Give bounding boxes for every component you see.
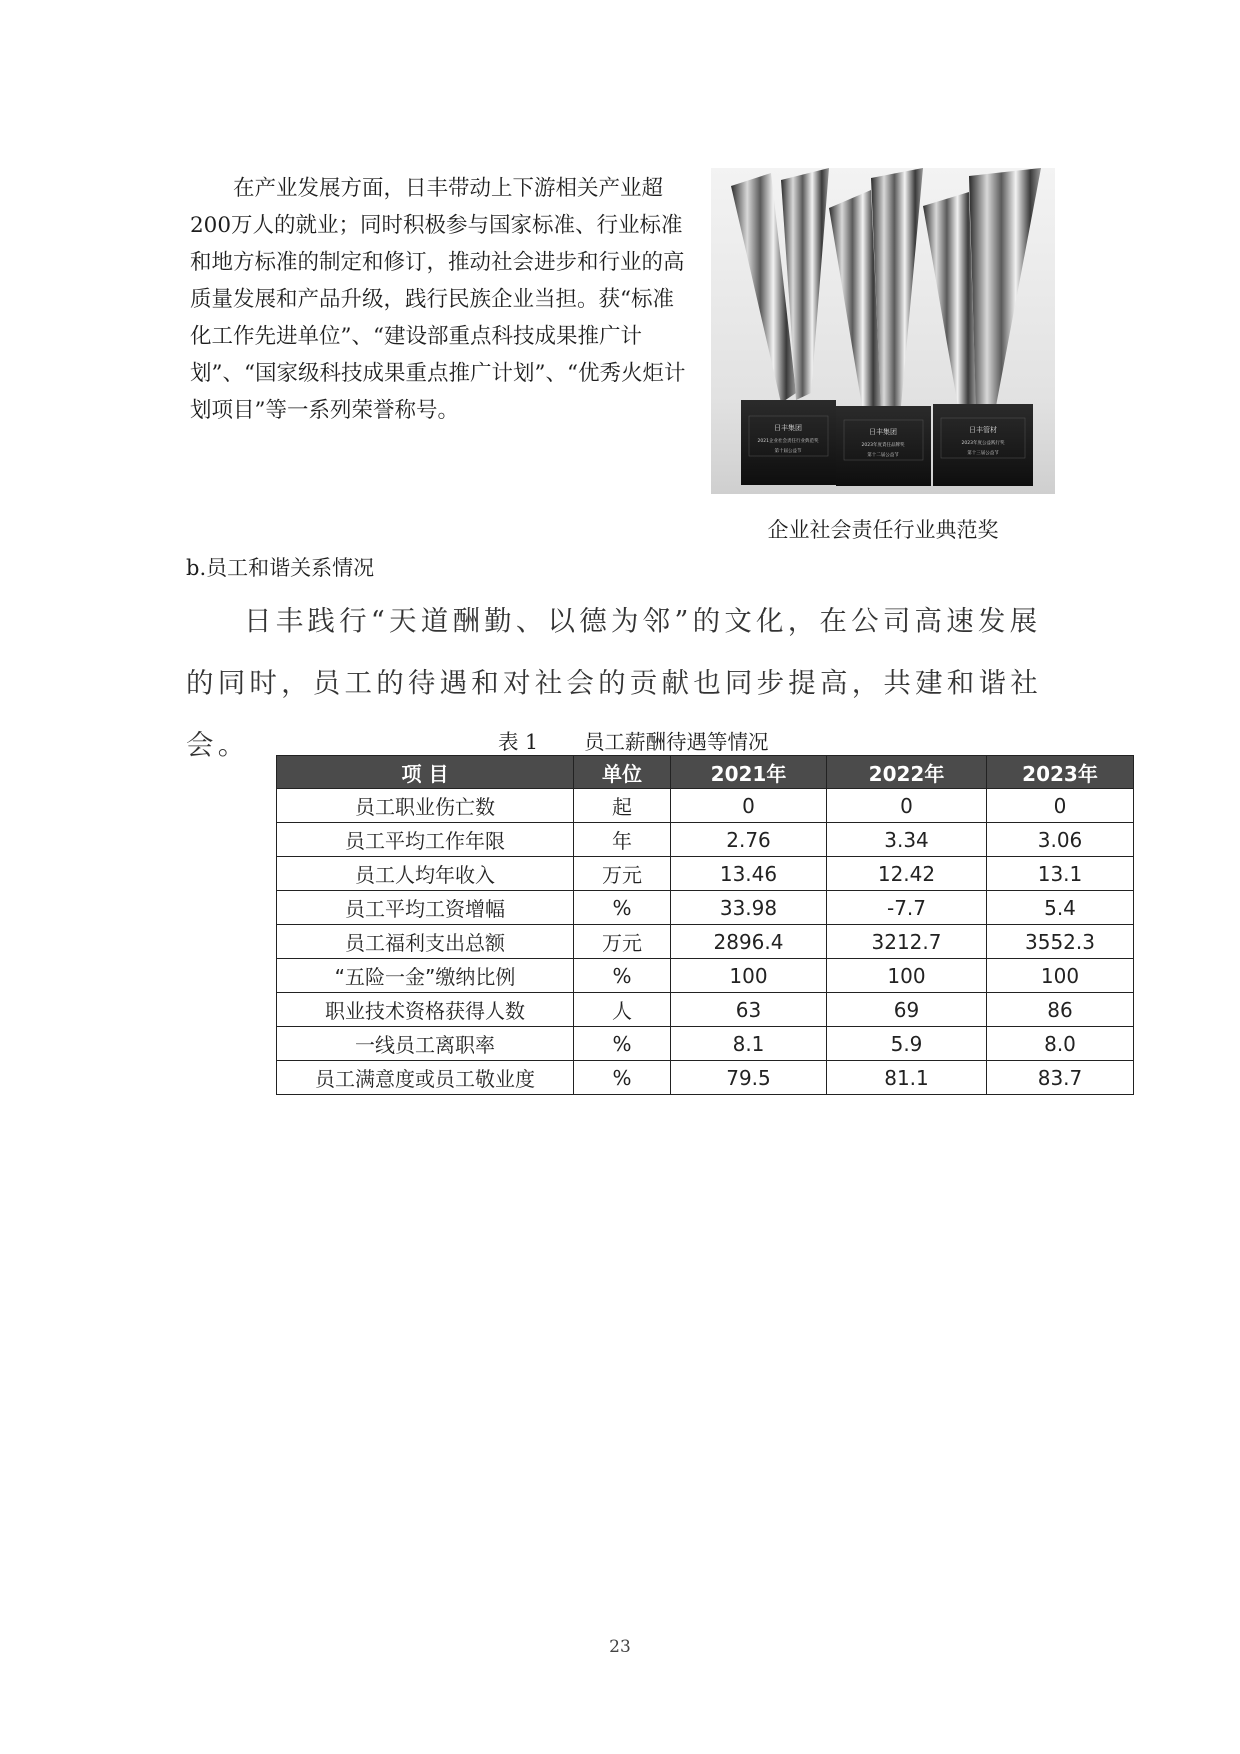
cell-item: “五险一金”缴纳比例 <box>277 959 574 993</box>
cell-item: 员工人均年收入 <box>277 857 574 891</box>
cell-2022: 100 <box>827 959 987 993</box>
cell-item: 员工职业伤亡数 <box>277 789 574 823</box>
trophy-plaque-brand: 日丰集团 <box>869 428 897 436</box>
intro-line: “优秀火炬计划项目”等一系列荣誉称号。 <box>190 361 686 423</box>
table-header-row <box>277 756 1134 789</box>
page-number: 23 <box>609 1637 631 1657</box>
cell-2023: 3552.3 <box>987 925 1134 959</box>
table-caption <box>498 725 769 755</box>
trophy-middle <box>829 168 931 486</box>
trophy-plaque-award: 2023年度責任品牌奖 <box>861 443 905 448</box>
header-2022: 2022年 <box>827 756 987 789</box>
table-row <box>277 993 1134 1027</box>
trophy-illustration <box>711 168 1055 494</box>
header-unit: 单位 <box>574 756 671 789</box>
wage-table <box>276 755 1134 1095</box>
cell-unit: 万元 <box>574 925 671 959</box>
section-heading: b.员工和谐关系情况 <box>186 556 375 580</box>
cell-2021: 33.98 <box>671 891 827 925</box>
cell-2022: 3212.7 <box>827 925 987 959</box>
cell-2023: 5.4 <box>987 891 1134 925</box>
cell-unit: % <box>574 959 671 993</box>
trophy-plaque-event: 第十三届公益节 <box>967 451 999 456</box>
cell-2021: 13.46 <box>671 857 827 891</box>
header-2021: 2021年 <box>671 756 827 789</box>
cell-2022: 5.9 <box>827 1027 987 1061</box>
table-row <box>277 959 1134 993</box>
trophy-plaque-brand: 日丰管材 <box>969 426 997 434</box>
cell-item: 一线员工离职率 <box>277 1027 574 1061</box>
cell-2022: 12.42 <box>827 857 987 891</box>
table-caption-title: 员工薪酬待遇等情况 <box>584 730 769 754</box>
cell-2023: 86 <box>987 993 1134 1027</box>
intro-line: 在产业发展方面，日丰带动上下游相关产业超 <box>233 176 664 201</box>
cell-item: 员工平均工作年限 <box>277 823 574 857</box>
cell-2023: 100 <box>987 959 1134 993</box>
cell-2021: 2.76 <box>671 823 827 857</box>
cell-unit: 人 <box>574 993 671 1027</box>
cell-2021: 63 <box>671 993 827 1027</box>
trophy-plaque-award: 2023年度公益践行奖 <box>961 441 1005 446</box>
cell-2023: 0 <box>987 789 1134 823</box>
intro-paragraph <box>190 170 690 429</box>
trophy-plaque-award: 2021企业社会责任行业典范奖 <box>757 439 819 444</box>
cell-2021: 100 <box>671 959 827 993</box>
table-row <box>277 891 1134 925</box>
cell-2022: 0 <box>827 789 987 823</box>
cell-2021: 79.5 <box>671 1061 827 1095</box>
cell-unit: 起 <box>574 789 671 823</box>
cell-unit: % <box>574 891 671 925</box>
trophy-plaque-brand: 日丰集团 <box>774 424 802 432</box>
intro-line: 准和地方标准的制定和修订，推动社会进步和行业 <box>190 213 683 275</box>
cell-2022: -7.7 <box>827 891 987 925</box>
table-caption-label: 表 1 <box>498 730 539 754</box>
cell-2023: 13.1 <box>987 857 1134 891</box>
cell-2023: 3.06 <box>987 823 1134 857</box>
cell-unit: % <box>574 1061 671 1095</box>
cell-unit: 万元 <box>574 857 671 891</box>
trophy-photo <box>711 168 1055 494</box>
cell-item: 员工福利支出总额 <box>277 925 574 959</box>
cell-unit: % <box>574 1027 671 1061</box>
table-row <box>277 823 1134 857</box>
intro-line: 200万人的就业；同时积极参与国家标准、行业标 <box>190 213 662 238</box>
cell-2023: 8.0 <box>987 1027 1134 1061</box>
trophy-plaque-event: 第十二届公益节 <box>867 453 899 458</box>
trophy-right <box>923 168 1041 486</box>
cell-unit: 年 <box>574 823 671 857</box>
table-row <box>277 1061 1134 1095</box>
cell-2021: 0 <box>671 789 827 823</box>
intro-line: “标准化工作先进单位”、“建设部重点科技成果 <box>190 287 675 349</box>
cell-2022: 3.34 <box>827 823 987 857</box>
cell-2022: 81.1 <box>827 1061 987 1095</box>
cell-item: 职业技术资格获得人数 <box>277 993 574 1027</box>
table-row <box>277 925 1134 959</box>
intro-line: 的高质量发展和产品升级，践行民族企业当担。获 <box>190 250 685 312</box>
section-body: 日丰践行“天道酬勤、以德为邻”的文化，在公司高速发展的同时，员工的待遇和对社会的贡献也同步提高，共建和谐社会。 <box>186 605 1042 761</box>
cell-2023: 83.7 <box>987 1061 1134 1095</box>
header-2023: 2023年 <box>987 756 1134 789</box>
table-row <box>277 1027 1134 1061</box>
header-item: 项 目 <box>277 756 574 789</box>
table-row <box>277 857 1134 891</box>
cell-item: 员工平均工资增幅 <box>277 891 574 925</box>
cell-2021: 2896.4 <box>671 925 827 959</box>
photo-caption: 企业社会责任行业典范奖 <box>767 518 999 542</box>
cell-2021: 8.1 <box>671 1027 827 1061</box>
trophy-left <box>731 168 836 485</box>
table-row <box>277 789 1134 823</box>
intro-line: 推广计划”、“国家级科技成果重点推广计划”、 <box>190 324 643 386</box>
cell-item: 员工满意度或员工敬业度 <box>277 1061 574 1095</box>
cell-2022: 69 <box>827 993 987 1027</box>
trophy-plaque-event: 第十届公益节 <box>774 449 802 454</box>
